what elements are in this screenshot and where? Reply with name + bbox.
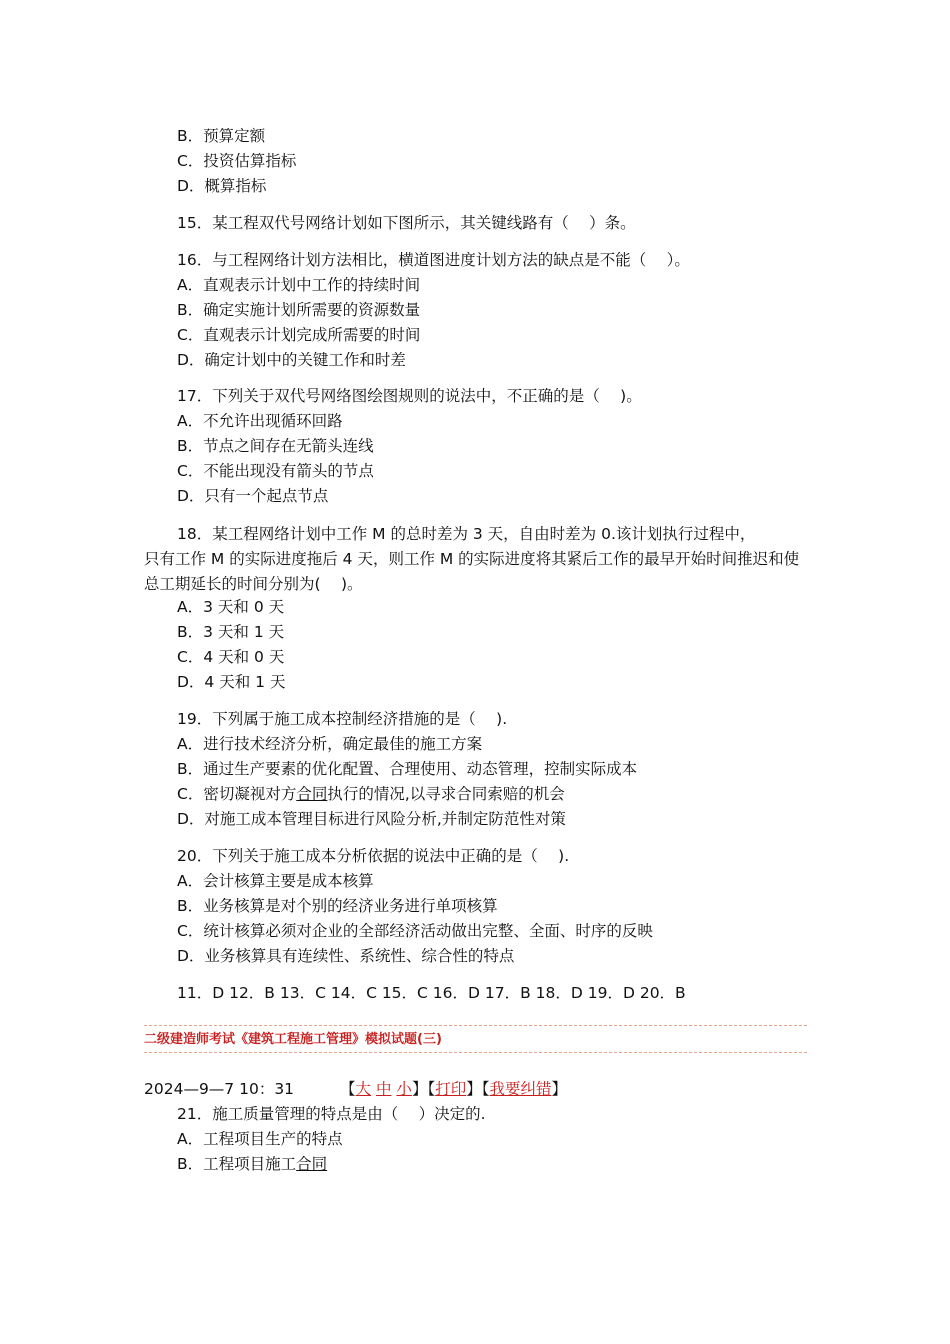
question-20-stem: 20．下列关于施工成本分析依据的说法中正确的是（ ). <box>177 847 570 865</box>
question-20-option: C．统计核算必须对企业的全部经济活动做出完整、全面、时序的反映 <box>177 922 653 940</box>
question-18-option: A．3 天和 0 天 <box>177 598 285 616</box>
question-20-option: B．业务核算是对个别的经济业务进行单项核算 <box>177 897 498 915</box>
option-c-suffix: 执行的情况,以寻求合同索赔的机会 <box>327 785 565 803</box>
font-small-link[interactable]: 小 <box>396 1080 412 1098</box>
font-medium-link[interactable]: 中 <box>375 1080 392 1098</box>
option-b: B．预算定额 <box>177 127 266 145</box>
question-19-option-d: D．对施工成本管理目标进行风险分析,并制定防范性对策 <box>177 810 566 828</box>
print-link[interactable]: 打印 <box>435 1080 467 1098</box>
option-b-prefix: B．工程项目施工 <box>177 1155 297 1173</box>
question-18-option: C．4 天和 0 天 <box>177 648 285 666</box>
option-c-prefix: C．密切凝视对方 <box>177 785 297 803</box>
dashed-divider-bottom <box>144 1052 807 1053</box>
question-20-option: A．会计核算主要是成本核算 <box>177 872 374 890</box>
contract-link[interactable]: 合同 <box>296 1155 328 1173</box>
option-d: D．概算指标 <box>177 177 267 195</box>
publish-datetime: 2024—9—7 10：31 <box>144 1080 295 1098</box>
question-18-option: D．4 天和 1 天 <box>177 673 286 691</box>
question-16-option: A．直观表示计划中工作的持续时间 <box>177 276 421 294</box>
question-20-option: D．业务核算具有连续性、系统性、综合性的特点 <box>177 947 515 965</box>
question-16-stem: 16．与工程网络计划方法相比，横道图进度计划方法的缺点是不能（ ）。 <box>177 251 690 269</box>
question-17-option: C．不能出现没有箭头的节点 <box>177 462 374 480</box>
question-17-stem: 17．下列关于双代号网络图绘图规则的说法中，不正确的是（ )。 <box>177 387 642 405</box>
article-meta: 2024—9—7 10：31 【大 中 小】【打印】【我要纠错】 <box>144 1080 568 1098</box>
question-19-option-c <box>177 784 565 804</box>
question-18-stem-line1: 18．某工程网络计划中工作 M 的总时差为 3 天，自由时差为 0.该计划执行过程中， <box>177 525 756 543</box>
report-error-link[interactable]: 我要纠错 <box>489 1080 552 1098</box>
question-19-stem: 19．下列属于施工成本控制经济措施的是（ ). <box>177 710 508 728</box>
question-21-option-a: A．工程项目生产的特点 <box>177 1130 343 1148</box>
font-large-link[interactable]: 大 <box>355 1080 372 1098</box>
question-21-stem: 21．施工质量管理的特点是由（ ）决定的. <box>177 1105 486 1123</box>
question-17-option: B．节点之间存在无箭头连线 <box>177 437 374 455</box>
question-18-option: B．3 天和 1 天 <box>177 623 285 641</box>
question-16-option: C．直观表示计划完成所需要的时间 <box>177 326 421 344</box>
question-17-option: D．只有一个起点节点 <box>177 487 329 505</box>
article-title: 二级建造师考试《建筑工程施工管理》模拟试题(三) <box>144 1032 442 1047</box>
question-19-option: B．通过生产要素的优化配置、合理使用、动态管理，控制实际成本 <box>177 760 638 778</box>
dashed-divider-top <box>144 1025 807 1026</box>
answer-key: 11．D 12．B 13．C 14．C 15．C 16．D 17．B 18．D 19．D 20．B <box>177 984 686 1002</box>
option-c: C．投资估算指标 <box>177 152 297 170</box>
question-18-stem <box>144 522 809 597</box>
question-16-option: B．确定实施计划所需要的资源数量 <box>177 301 421 319</box>
question-18-stem-rest: 只有工作 M 的实际进度拖后 4 天，则工作 M 的实际进度将其紧后工作的最早开始时间推迟和使总工期延长的时间分别为( )。 <box>144 550 800 593</box>
question-21-option-b <box>177 1154 327 1174</box>
question-16-option: D．确定计划中的关键工作和时差 <box>177 351 406 369</box>
question-19-option: A．进行技术经济分析，确定最佳的施工方案 <box>177 735 483 753</box>
contract-link[interactable]: 合同 <box>296 785 328 803</box>
question-17-option: A．不允许出现循环回路 <box>177 412 343 430</box>
question-15: 15．某工程双代号网络计划如下图所示，其关键线路有（ ）条。 <box>177 214 636 232</box>
